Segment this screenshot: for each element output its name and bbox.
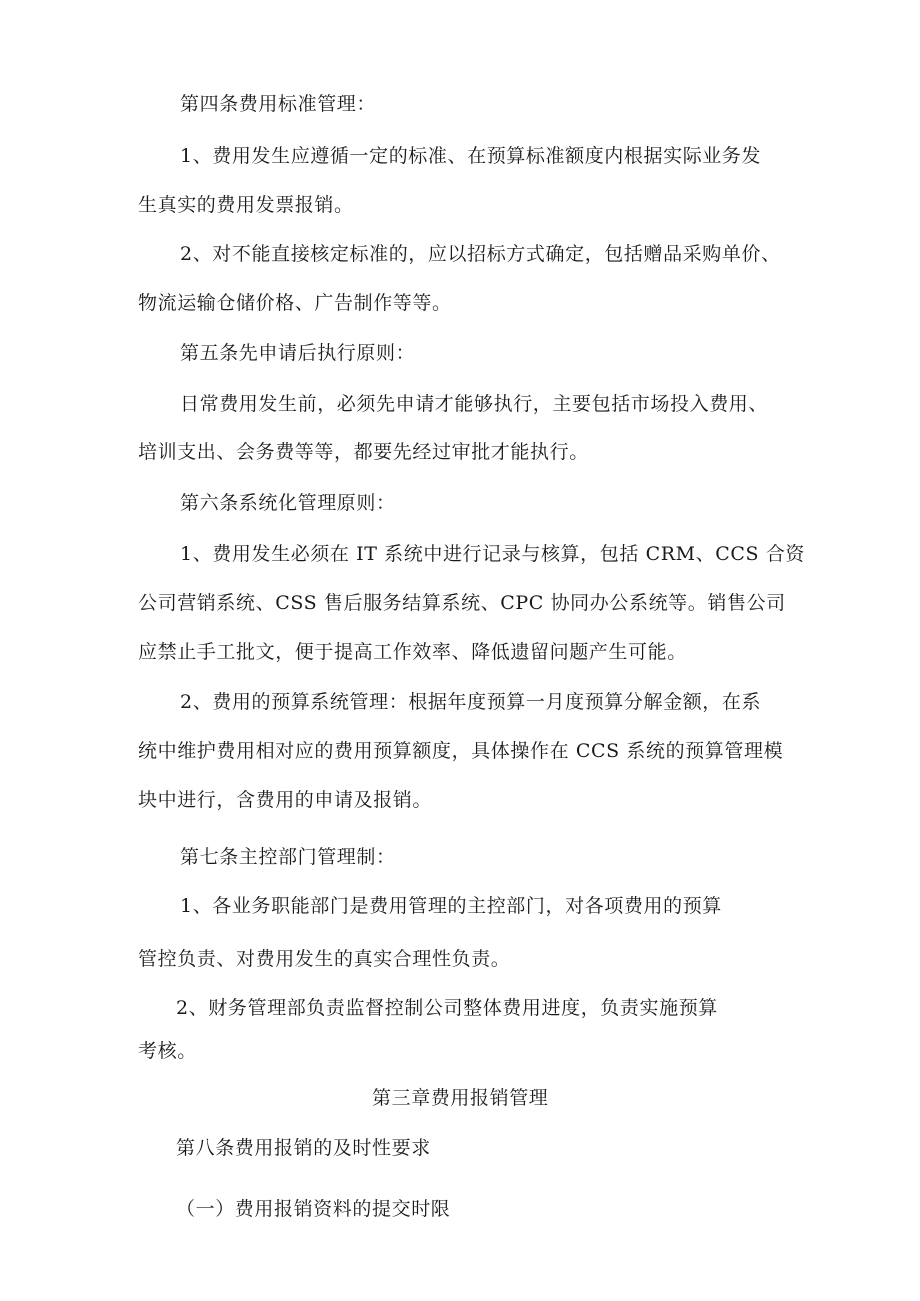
article-4-item-1-line-2: 生真实的费用发票报销。 (138, 194, 354, 216)
article-5-heading: 第五条先申请后执行原则： (180, 342, 416, 364)
article-4-item-1-line-1: 1、费用发生应遵循一定的标准、在预算标准额度内根据实际业务发 (180, 145, 762, 167)
article-6-heading: 第六条系统化管理原则： (180, 492, 396, 514)
article-6-item-1-line-3: 应禁止手工批文，便于提高工作效率、降低遗留问题产生可能。 (138, 641, 687, 663)
article-4-item-2-line-2: 物流运输仓储价格、广告制作等等。 (138, 292, 452, 314)
article-4-heading: 第四条费用标准管理： (180, 93, 377, 115)
article-6-item-2-line-3: 块中进行，含费用的申请及报销。 (138, 789, 433, 811)
article-7-item-2-line-2: 考核。 (138, 1040, 197, 1062)
article-8-subsection-1: （一）费用报销资料的提交时限 (176, 1198, 451, 1220)
article-7-item-2-line-1: 2、财务管理部负责监督控制公司整体费用进度，负责实施预算 (176, 997, 718, 1019)
article-8-heading: 第八条费用报销的及时性要求 (176, 1137, 431, 1159)
article-6-item-1-line-2: 公司营销系统、CSS 售后服务结算系统、CPC 协同办公系统等。销售公司 (138, 592, 786, 614)
article-7-item-1-line-1: 1、各业务职能部门是费用管理的主控部门，对各项费用的预算 (180, 895, 722, 917)
article-5-para-line-1: 日常费用发生前，必须先申请才能够执行，主要包括市场投入费用、 (180, 393, 769, 415)
article-6-item-1-line-1: 1、费用发生必须在 IT 系统中进行记录与核算，包括 CRM、CCS 合资 (180, 543, 806, 565)
article-6-item-2-line-1: 2、费用的预算系统管理：根据年度预算一月度预算分解金额，在系 (180, 691, 762, 713)
chapter-3-title: 第三章费用报销管理 (372, 1087, 549, 1109)
article-6-item-2-line-2: 统中维护费用相对应的费用预算额度，具体操作在 CCS 系统的预算管理模 (138, 740, 784, 762)
article-7-item-1-line-2: 管控负责、对费用发生的真实合理性负责。 (138, 948, 511, 970)
article-7-heading: 第七条主控部门管理制： (180, 846, 396, 868)
article-4-item-2-line-1: 2、对不能直接核定标准的，应以招标方式确定，包括赠品采购单价、 (180, 243, 781, 265)
article-5-para-line-2: 培训支出、会务费等等，都要先经过审批才能执行。 (138, 441, 589, 463)
